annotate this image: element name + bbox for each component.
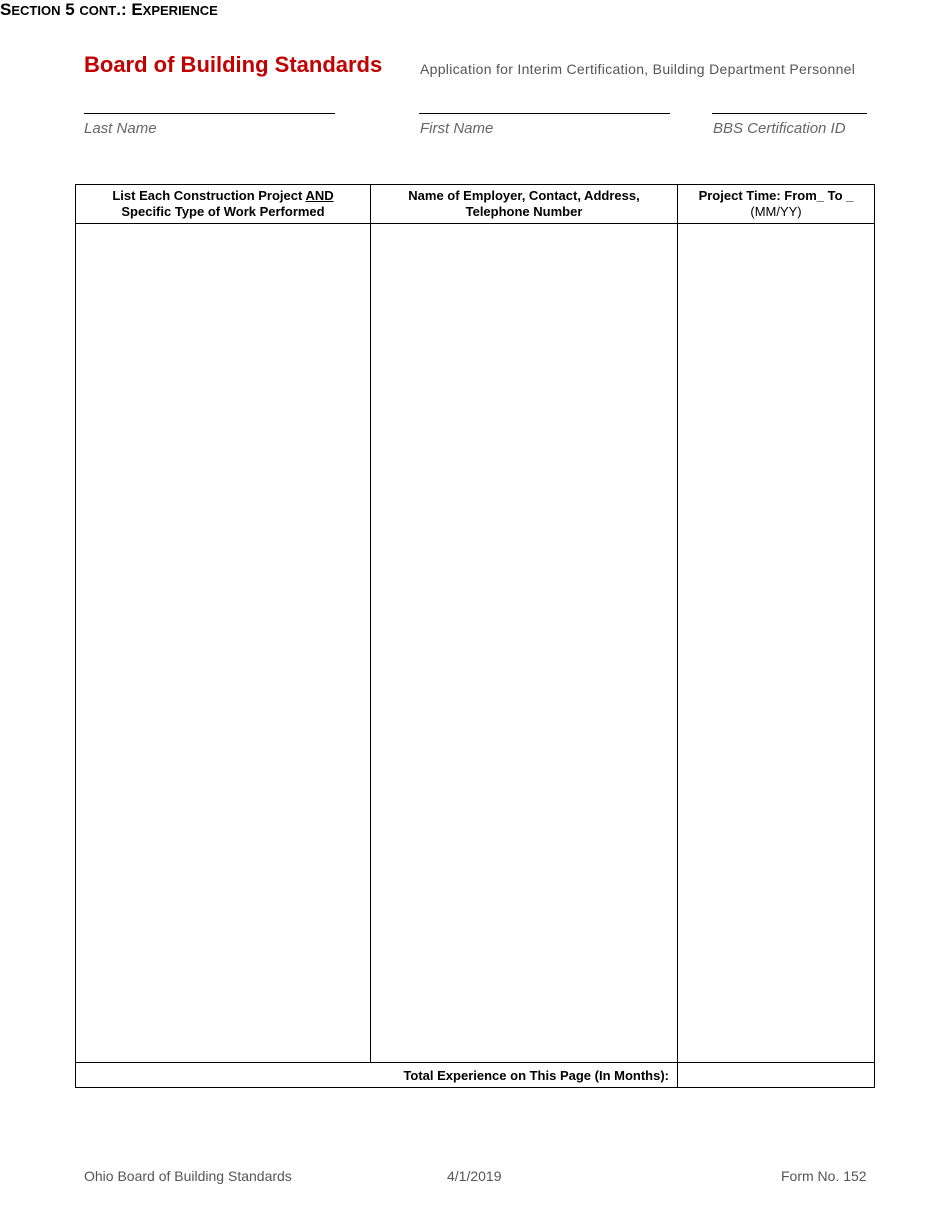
first-name-label: First Name xyxy=(420,120,494,137)
footer-org: Ohio Board of Building Standards xyxy=(84,1168,292,1184)
employer-contact-cell[interactable] xyxy=(371,224,678,1063)
section-heading: SECTION 5 CONT.: EXPERIENCE xyxy=(0,0,218,19)
col-project-time-header: Project Time: From_ To _ (MM/YY) xyxy=(678,185,875,224)
first-name-line[interactable] xyxy=(419,113,670,114)
last-name-label: Last Name xyxy=(84,120,157,137)
footer-date: 4/1/2019 xyxy=(447,1168,502,1184)
footer-form-number: Form No. 152 xyxy=(781,1168,867,1184)
application-title: Application for Interim Certification, Building Department Personnel xyxy=(420,61,856,77)
total-row xyxy=(76,1063,875,1088)
col-project-header: List Each Construction Project AND Specific Type of Work Performed xyxy=(76,185,371,224)
total-experience-label: Total Experience on This Page (In Months): xyxy=(76,1063,678,1088)
project-work-cell[interactable] xyxy=(76,224,371,1063)
experience-table xyxy=(75,184,875,1088)
board-title: Board of Building Standards xyxy=(84,52,383,77)
col-employer-header: Name of Employer, Contact, Address, Telephone Number xyxy=(371,185,678,224)
project-time-cell[interactable] xyxy=(678,224,875,1063)
last-name-line[interactable] xyxy=(84,113,335,114)
bbs-id-label: BBS Certification ID xyxy=(713,120,846,137)
total-experience-field[interactable] xyxy=(678,1063,875,1088)
table-header-row xyxy=(76,185,875,224)
bbs-id-line[interactable] xyxy=(712,113,867,114)
table-row xyxy=(76,224,875,1063)
